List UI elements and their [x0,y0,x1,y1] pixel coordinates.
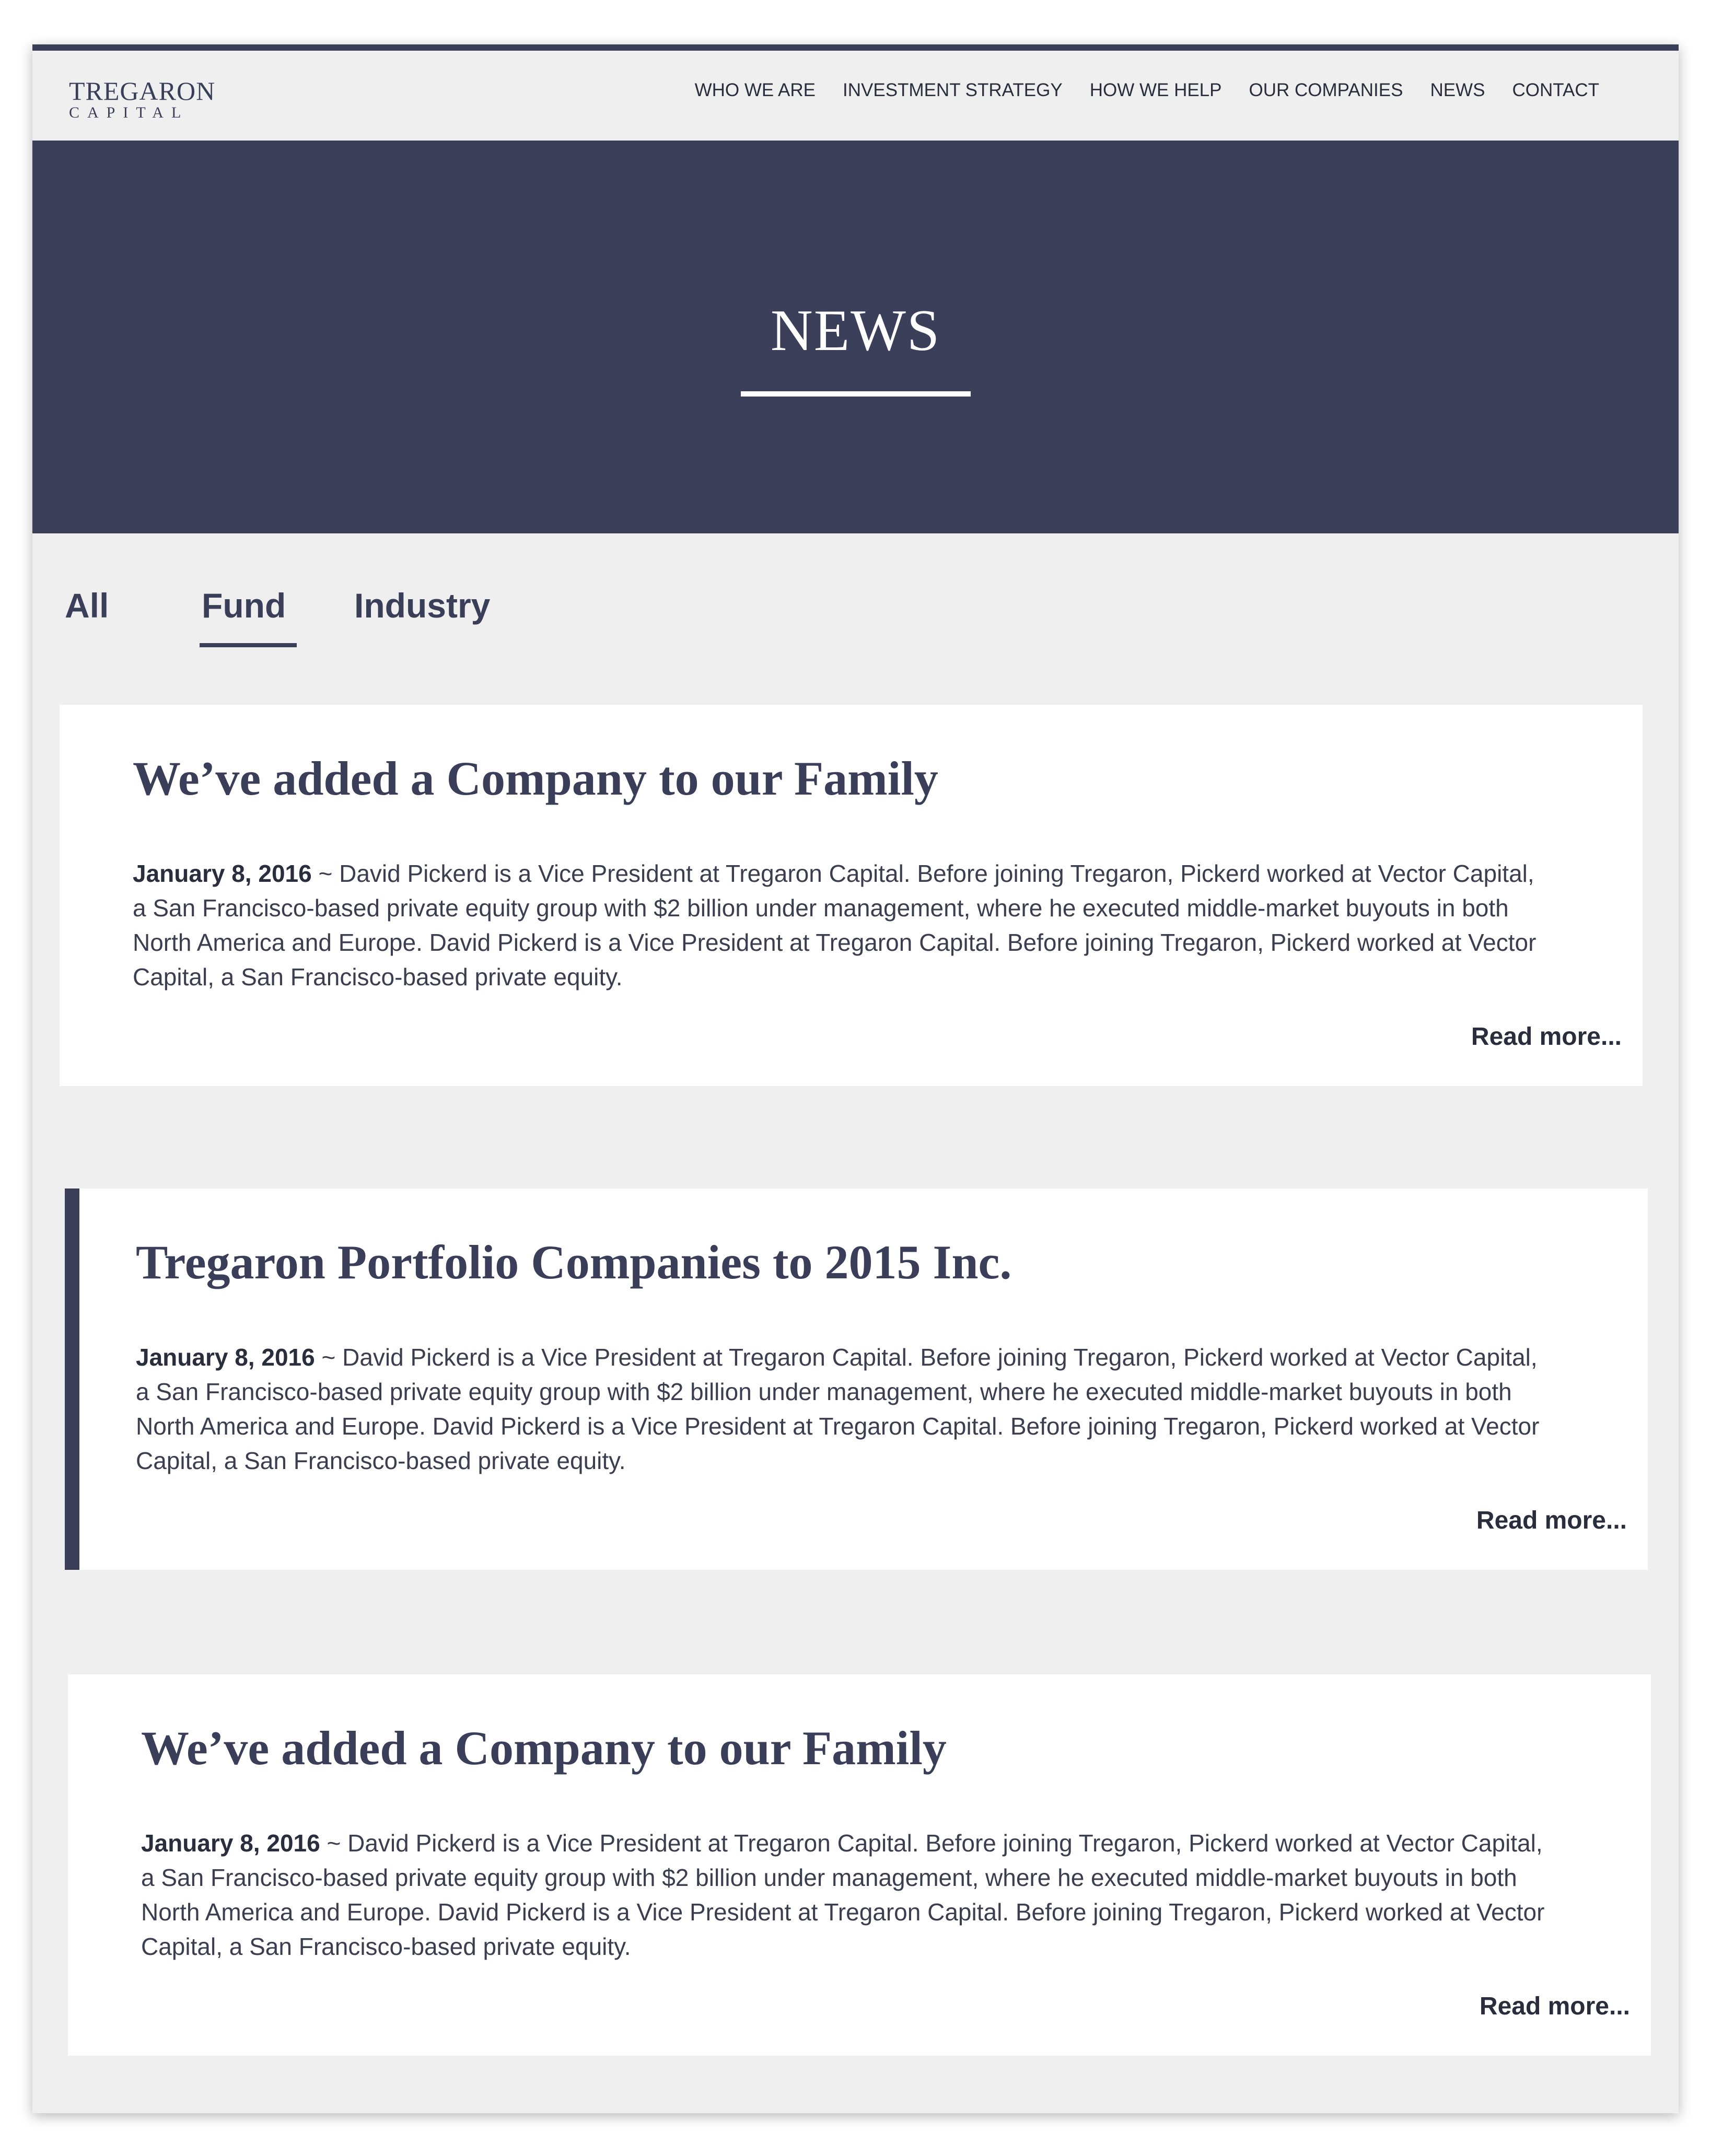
tab-industry[interactable]: Industry [354,586,491,625]
news-card-excerpt: ~ David Pickerd is a Vice President at Tregaron Capital. Before joining Tregaron, Pickerd worked at Vector Capital, a San Francisco-based private equity group with $2 billion under management, where he executed middle-market buyouts in both North America and Europe. David Pickerd is a Vice President at Tregaron Capital. Before joining Tregaron, Pickerd worked at Vector Capital, a San Francisco-based private equity. [141,1829,1545,1960]
nav-item-how-we-help[interactable]: HOW WE HELP [1089,80,1222,100]
news-card-date: January 8, 2016 [141,1829,320,1857]
nav-item-news[interactable]: NEWS [1430,80,1485,100]
news-card-date: January 8, 2016 [133,860,312,887]
nav-item-investment-strategy[interactable]: INVESTMENT STRATEGY [843,80,1063,100]
news-card [68,1674,1651,2056]
nav-item-our-companies[interactable]: OUR COMPANIES [1249,80,1403,100]
news-card-title[interactable]: We’ve added a Company to our Family [133,752,938,805]
news-card-date: January 8, 2016 [136,1344,315,1371]
tab-all[interactable]: All [65,586,109,625]
news-card-body [136,1340,1557,1478]
logo[interactable] [69,78,215,121]
news-card-excerpt: ~ David Pickerd is a Vice President at Tregaron Capital. Before joining Tregaron, Pickerd worked at Vector Capital, a San Francisco-based private equity group with $2 billion under management, where he executed middle-market buyouts in both North America and Europe. David Pickerd is a Vice President at Tregaron Capital. Before joining Tregaron, Pickerd worked at Vector Capital, a San Francisco-based private equity. [133,860,1537,990]
news-card-title[interactable]: We’ve added a Company to our Family [141,1721,947,1775]
read-more-link[interactable]: Read more... [1479,1992,1630,2020]
hero-banner [32,141,1679,533]
read-more-link[interactable]: Read more... [1476,1507,1627,1534]
logo-wordmark-top: TREGARON [69,76,216,106]
browser-frame [32,44,1679,2113]
news-card-excerpt: ~ David Pickerd is a Vice President at Tregaron Capital. Before joining Tregaron, Pickerd worked at Vector Capital, a San Francisco-based private equity group with $2 billion under management, where he executed middle-market buyouts in both North America and Europe. David Pickerd is a Vice President at Tregaron Capital. Before joining Tregaron, Pickerd worked at Vector Capital, a San Francisco-based private equity. [136,1344,1540,1474]
news-card-body [141,1826,1562,1964]
page-title: NEWS [770,298,941,363]
news-card-highlighted [65,1188,1648,1570]
news-card-title[interactable]: Tregaron Portfolio Companies to 2015 Inc. [136,1236,1012,1289]
title-underline [741,391,971,397]
tab-fund[interactable]: Fund [202,586,286,625]
navbar [32,51,1679,141]
nav-item-who-we-are[interactable]: WHO WE ARE [694,80,816,100]
news-card [60,705,1643,1086]
active-tab-indicator [200,643,297,647]
nav-item-contact[interactable]: CONTACT [1512,80,1599,100]
top-accent-line [32,44,1679,51]
main-menu [668,80,1599,101]
logo-wordmark-bottom: CAPITAL [69,104,189,121]
card-accent-bar [65,1188,79,1570]
news-card-body [133,856,1554,994]
read-more-link[interactable]: Read more... [1471,1023,1622,1051]
